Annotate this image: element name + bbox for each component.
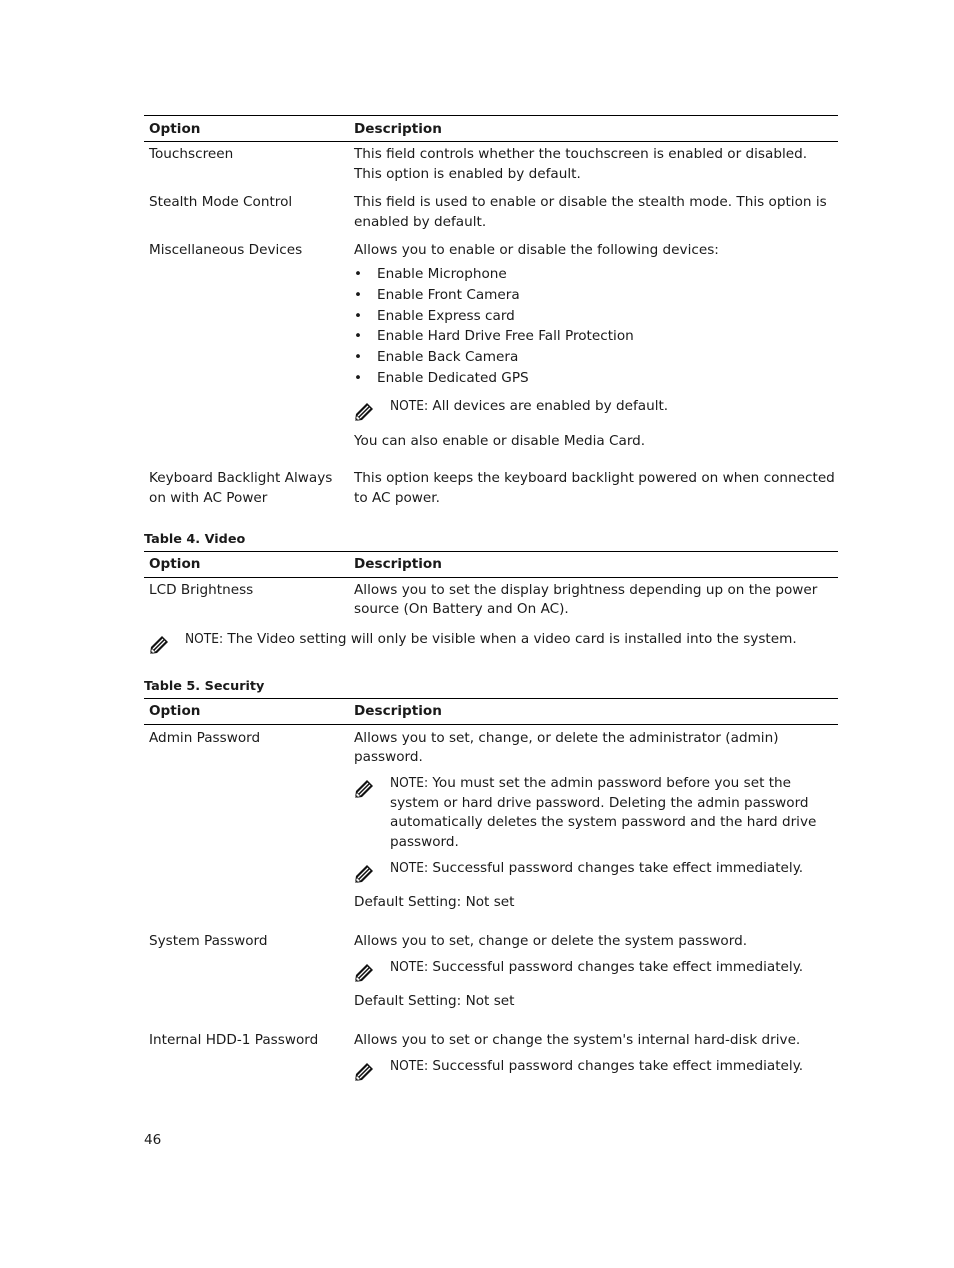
table-caption-security: Table 5. Security	[144, 678, 265, 694]
option-touchscreen: Touchscreen	[149, 146, 234, 162]
media-card-text: You can also enable or disable Media Card.	[354, 432, 646, 449]
description-system: Allows you to set, change or delete the system password.	[354, 932, 748, 949]
pencil-note-icon	[354, 401, 375, 422]
table-row	[144, 241, 838, 451]
list-item: • Enable Front Camera	[354, 286, 520, 303]
header-description: Description	[354, 703, 442, 720]
note-text: You must set the admin password before you set the system or hard drive password. Deleting the admin password automatically deletes the system password and the hard drive password.	[390, 774, 817, 850]
description-misc: Allows you to enable or disable the following devices:	[354, 242, 719, 259]
list-item: • Enable Back Camera	[354, 349, 519, 366]
table-header	[144, 699, 838, 725]
default-setting: Default Setting: Not set	[354, 993, 515, 1010]
note-box	[354, 776, 838, 852]
option-keyboard: Keyboard Backlight Always on with AC Power	[149, 470, 333, 506]
note-box	[354, 960, 838, 983]
table-row	[144, 193, 838, 232]
description-stealth: This field is used to enable or disable the stealth mode. This option is enabled by default.	[354, 194, 827, 230]
list-item: • Enable Microphone	[354, 265, 507, 282]
table-row	[144, 469, 838, 508]
pencil-note-icon	[354, 778, 375, 799]
header-option: Option	[149, 120, 201, 137]
description-hdd: Allows you to set or change the system's internal hard-disk drive.	[354, 1032, 801, 1049]
option-hdd: Internal HDD-1 Password	[149, 1032, 319, 1049]
security-table	[144, 698, 838, 1082]
video-table	[144, 551, 838, 620]
note-label: NOTE:	[390, 860, 429, 877]
pencil-note-icon	[354, 863, 375, 884]
option-lcd: LCD Brightness	[149, 581, 254, 598]
note-text: The Video setting will only be visible when a video card is installed into the system.	[223, 630, 797, 647]
description-admin: Allows you to set, change, or delete the administrator (admin) password.	[354, 729, 779, 766]
header-description: Description	[354, 120, 442, 137]
list-item: • Enable Hard Drive Free Fall Protection	[354, 328, 634, 345]
option-system: System Password	[149, 932, 268, 949]
note-label: NOTE:	[390, 397, 429, 414]
table-row	[144, 1031, 838, 1082]
note-box	[354, 861, 838, 884]
video-note	[149, 632, 838, 655]
table-row	[144, 581, 838, 620]
description-keyboard: This option keeps the keyboard backlight powered on when connected to AC power.	[354, 470, 835, 506]
default-setting: Default Setting: Not set	[354, 894, 515, 911]
header-option: Option	[149, 703, 201, 720]
device-list	[354, 264, 838, 389]
pencil-note-icon	[354, 1061, 375, 1082]
list-item: • Enable Dedicated GPS	[354, 369, 529, 386]
note-label: NOTE:	[185, 630, 224, 647]
option-misc: Miscellaneous Devices	[149, 242, 303, 259]
options-table	[144, 115, 838, 509]
table-row	[144, 145, 838, 184]
table-header	[144, 552, 838, 578]
header-option: Option	[149, 556, 201, 573]
note-text: Successful password changes take effect immediately.	[428, 1057, 804, 1074]
note-box	[354, 399, 838, 422]
table-caption-video: Table 4. Video	[144, 531, 246, 547]
description-lcd: Allows you to set the display brightness depending up on the power source (On Battery and On AC).	[354, 581, 818, 618]
table-header	[144, 116, 838, 142]
note-label: NOTE:	[390, 774, 429, 791]
note-label: NOTE:	[390, 959, 429, 976]
header-description: Description	[354, 556, 442, 573]
page-content	[144, 115, 838, 1082]
page-number: 46	[144, 1132, 162, 1148]
note-label: NOTE:	[390, 1057, 429, 1074]
note-box	[354, 1059, 838, 1082]
note-text: All devices are enabled by default.	[428, 397, 669, 414]
option-stealth: Stealth Mode Control	[149, 194, 293, 211]
note-text: Successful password changes take effect immediately.	[428, 860, 804, 877]
option-admin: Admin Password	[149, 729, 261, 746]
pencil-note-icon	[149, 634, 170, 655]
description-touchscreen: This field controls whether the touchscreen is enabled or disabled. This option is enabled by default.	[354, 146, 808, 182]
pencil-note-icon	[354, 962, 375, 983]
table-row	[144, 932, 838, 1012]
note-text: Successful password changes take effect immediately.	[428, 959, 804, 976]
table-row	[144, 729, 838, 913]
list-item: • Enable Express card	[354, 307, 515, 324]
